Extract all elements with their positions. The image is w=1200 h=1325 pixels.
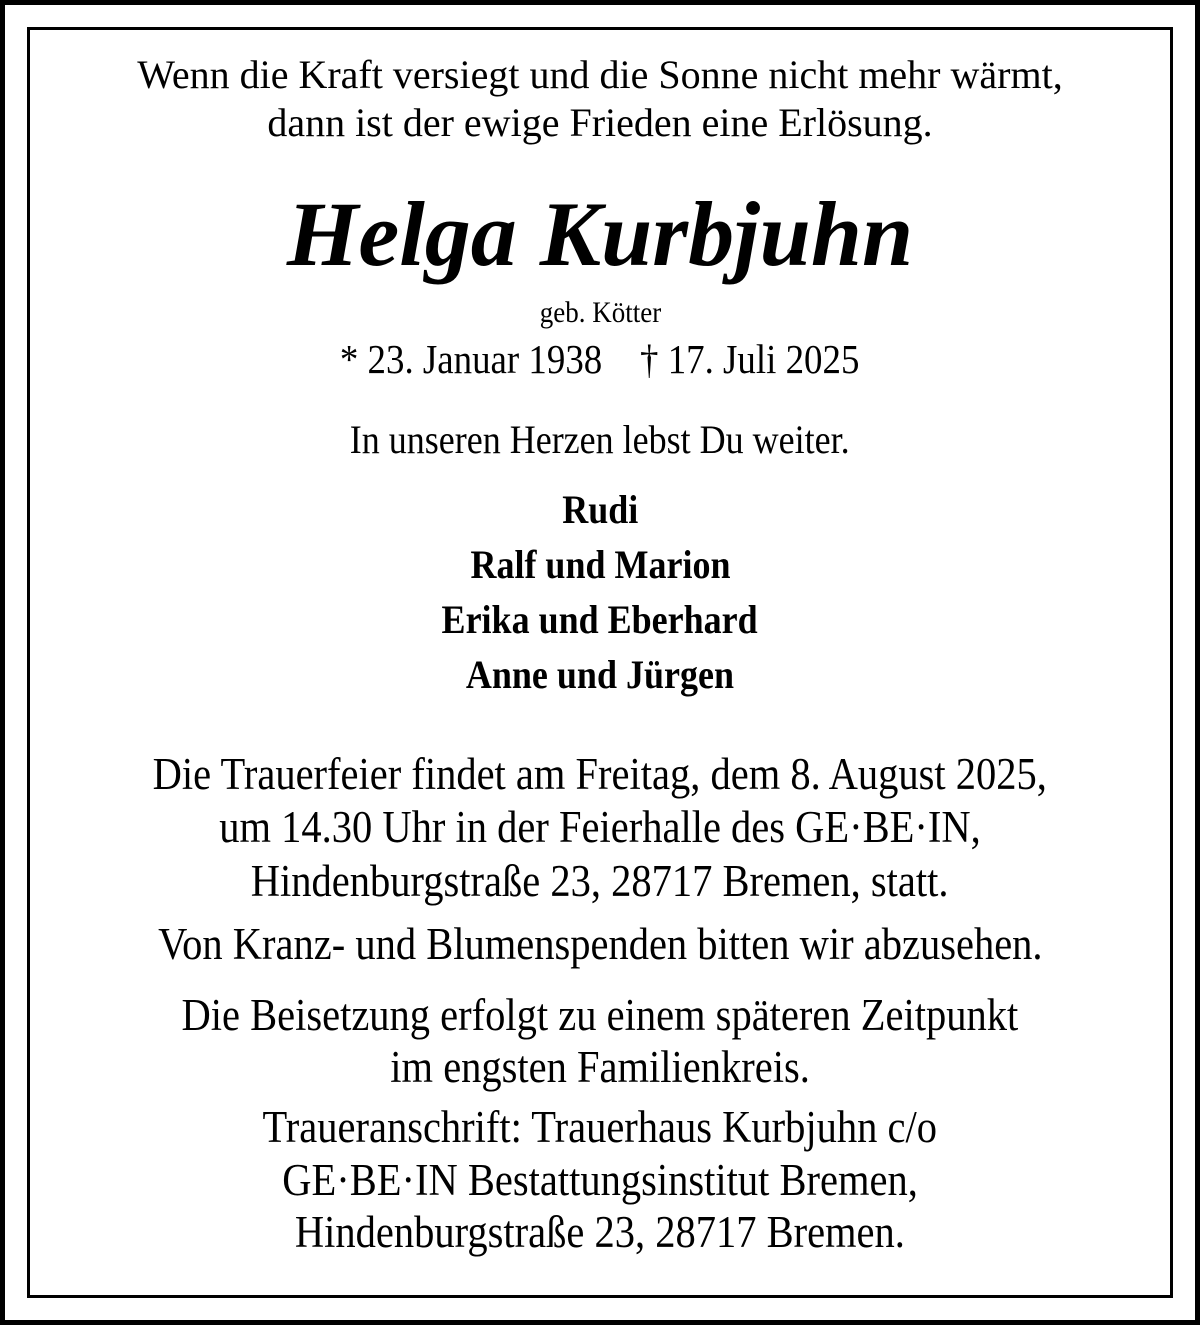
service-line-3 [0, 856, 1200, 906]
service-line-2 [0, 802, 1200, 852]
service-text: Die Trauerfeier findet am Freitag, dem 8. August 2025, [152, 749, 1048, 799]
mourner-line [0, 652, 1200, 697]
address-text: Traueranschrift: Trauerhaus Kurbjuhn c/o [262, 1102, 938, 1152]
address-line-2 [0, 1155, 1200, 1205]
address-line-1 [0, 1102, 1200, 1152]
mourner-name: Erika und Eberhard [441, 597, 759, 642]
mourner-line [0, 487, 1200, 532]
maiden-name [0, 298, 1200, 328]
service-text: um 14.30 Uhr in der Feierhalle des GE·BE·IN, [219, 802, 981, 852]
farewell-text: In unseren Herzen lebst Du weiter. [350, 417, 850, 462]
motto-text: dann ist der ewige Frieden eine Erlösung. [267, 100, 933, 145]
mourner-line [0, 542, 1200, 587]
deceased-name-text: Helga Kurbjuhn [286, 183, 914, 285]
address-text: GE·BE·IN Bestattungsinstitut Bremen, [282, 1155, 918, 1205]
life-dates [0, 336, 1200, 382]
death-date: † 17. Juli 2025 [640, 336, 860, 382]
farewell-line [0, 417, 1200, 462]
flowers-line [0, 919, 1200, 969]
motto-line-2 [0, 100, 1200, 145]
birth-date: * 23. Januar 1938 [340, 336, 603, 382]
mourner-name: Ralf und Marion [469, 542, 731, 587]
burial-line-1 [0, 990, 1200, 1040]
maiden-name-text: geb. Kötter [539, 296, 661, 329]
address-text: Hindenburgstraße 23, 28717 Bremen. [294, 1207, 906, 1257]
service-line-1 [0, 749, 1200, 799]
motto-line-1 [0, 52, 1200, 97]
service-text: Hindenburgstraße 23, 28717 Bremen, statt. [251, 856, 949, 906]
mourner-name: Rudi [561, 487, 639, 532]
flowers-text: Von Kranz- und Blumenspenden bitten wir abzusehen. [157, 919, 1043, 969]
mourner-name: Anne und Jürgen [465, 652, 735, 697]
burial-line-2 [0, 1042, 1200, 1092]
burial-text: Die Beisetzung erfolgt zu einem späteren Zeitpunkt [181, 990, 1019, 1040]
burial-text: im engsten Familienkreis. [390, 1042, 810, 1092]
address-line-3 [0, 1207, 1200, 1257]
deceased-name [0, 183, 1200, 285]
mourner-line [0, 597, 1200, 642]
motto-text: Wenn die Kraft versiegt und die Sonne nicht mehr wärmt, [137, 52, 1063, 97]
